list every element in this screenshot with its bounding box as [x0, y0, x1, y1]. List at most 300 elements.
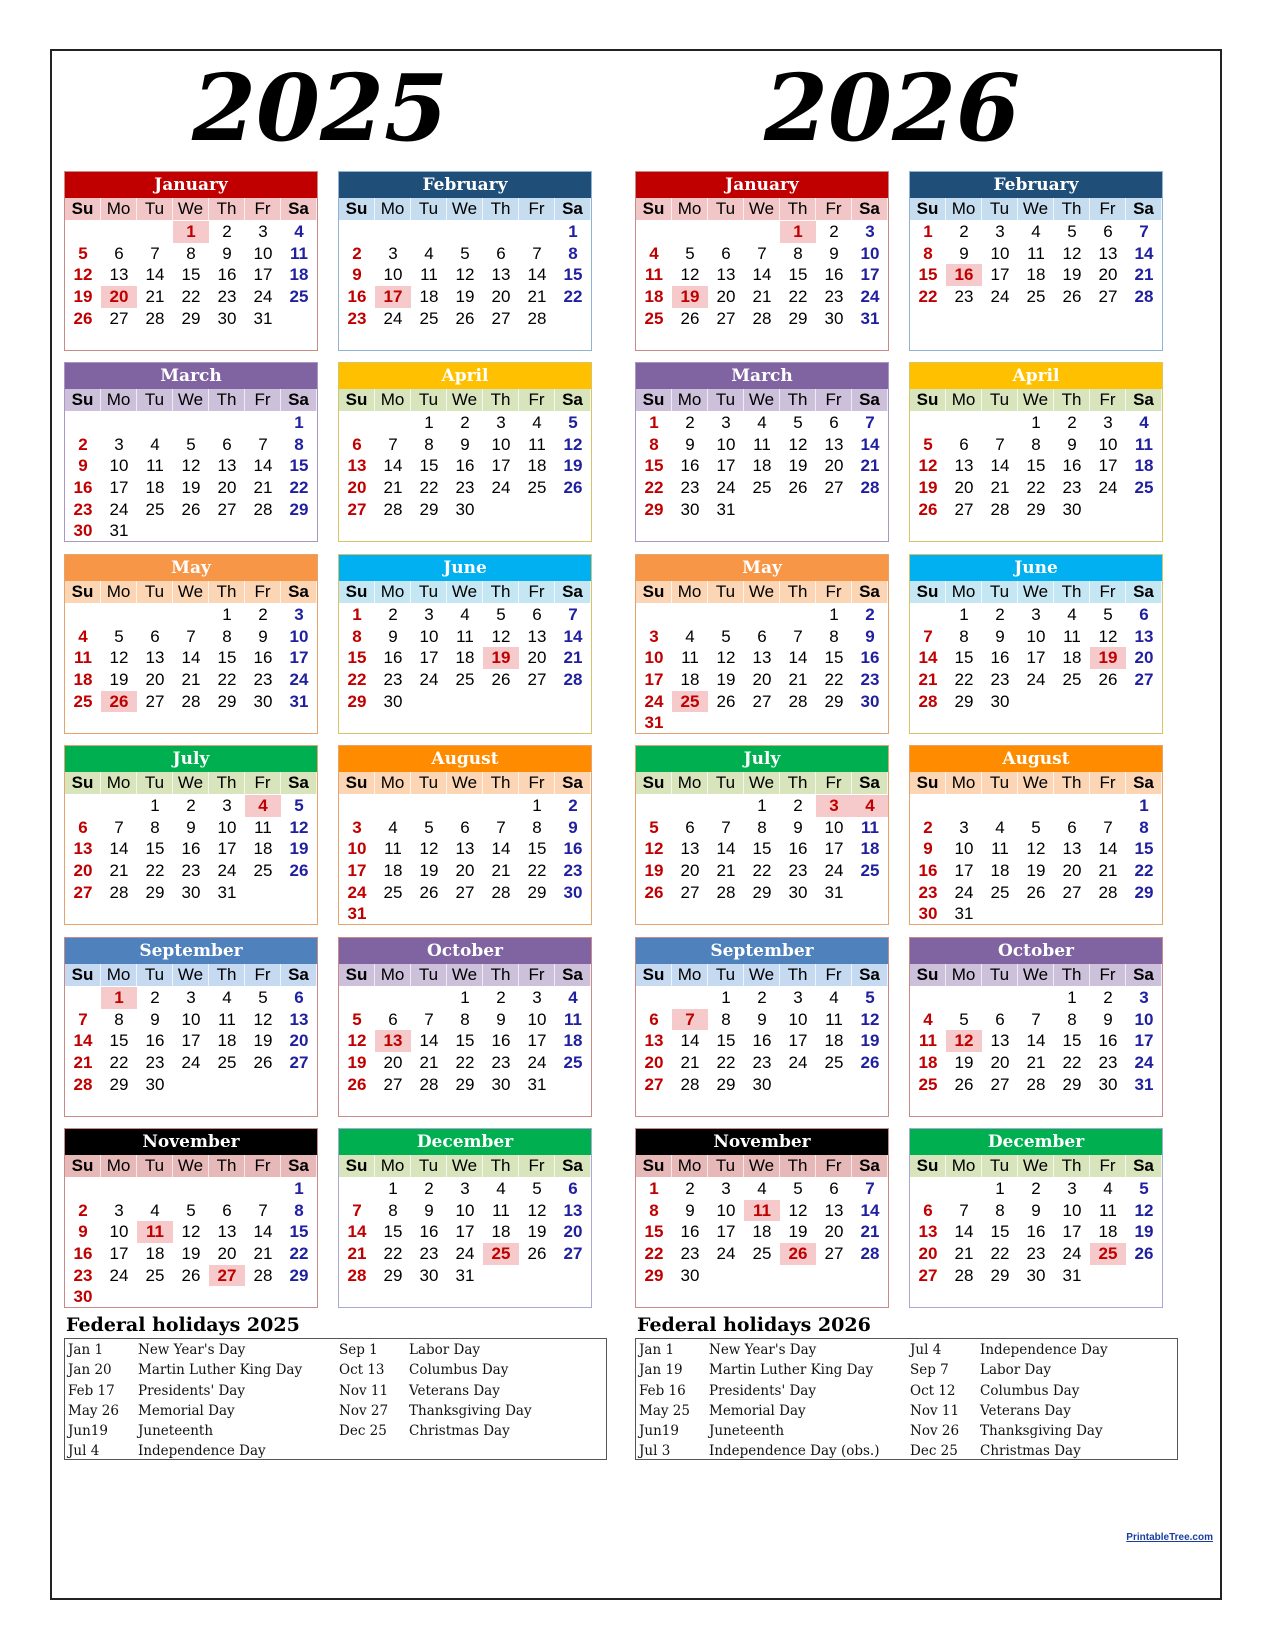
month-october-2026 — [909, 937, 1163, 1117]
day-cell: 15 — [1062, 1031, 1082, 1051]
day-cell: 23 — [73, 499, 93, 519]
day-cell: 29 — [990, 1265, 1010, 1285]
day-cell: 17 — [289, 648, 309, 668]
day-cell: 1 — [649, 413, 659, 432]
day-cell: 14 — [752, 265, 772, 285]
day-grid — [339, 603, 591, 712]
day-cell: 6 — [995, 1009, 1005, 1029]
month-header: January — [65, 172, 317, 198]
day-cell: 28 — [954, 1265, 974, 1285]
day-cell: 3 — [532, 988, 542, 1007]
day-cell: 20 — [918, 1244, 938, 1264]
day-cell: 5 — [1067, 222, 1077, 241]
month-july-2025 — [64, 745, 318, 925]
holiday-day: 12 — [946, 1030, 982, 1052]
day-cell: 17 — [491, 456, 511, 476]
day-cell: 4 — [757, 413, 767, 432]
empty-cell — [1018, 987, 1054, 1009]
day-cell: 1 — [568, 222, 578, 241]
day-cell: 10 — [289, 626, 309, 646]
weekday-label: Sa — [852, 581, 888, 603]
weekday-label: Fr — [519, 581, 555, 603]
day-cell: 23 — [347, 308, 367, 328]
day-cell: 19 — [860, 1031, 880, 1051]
weekday-label: Sa — [281, 198, 317, 220]
day-cell: 24 — [419, 670, 439, 690]
weekday-label: Th — [209, 198, 245, 220]
weekday-label: Sa — [852, 1155, 888, 1177]
weekday-header — [910, 964, 1162, 986]
day-cell: 8 — [150, 817, 160, 837]
day-cell: 4 — [150, 1200, 160, 1220]
day-cell: 31 — [860, 308, 880, 328]
empty-cell — [636, 221, 672, 243]
day-cell: 5 — [258, 988, 268, 1007]
day-cell: 27 — [563, 1244, 583, 1264]
day-grid — [636, 794, 888, 903]
weekday-label: We — [1018, 964, 1054, 986]
day-cell: 15 — [954, 648, 974, 668]
day-cell: 8 — [294, 1200, 304, 1220]
day-grid — [65, 986, 317, 1095]
weekday-label: Mo — [946, 389, 982, 411]
day-cell: 13 — [644, 1031, 664, 1051]
weekday-label: Mo — [375, 772, 411, 794]
day-cell: 18 — [289, 265, 309, 285]
day-cell: 12 — [918, 456, 938, 476]
day-cell: 7 — [923, 626, 933, 646]
day-cell: 28 — [752, 308, 772, 328]
day-cell: 13 — [918, 1222, 938, 1242]
empty-cell — [447, 795, 483, 817]
weekday-label: Tu — [708, 1155, 744, 1177]
day-cell: 6 — [959, 434, 969, 454]
day-cell: 17 — [109, 478, 129, 498]
empty-cell — [708, 795, 744, 817]
holiday-day: 19 — [672, 286, 708, 308]
day-cell: 27 — [990, 1074, 1010, 1094]
day-cell: 22 — [347, 670, 367, 690]
empty-cell — [101, 604, 137, 626]
day-cell: 21 — [752, 287, 772, 307]
month-header: March — [65, 363, 317, 389]
day-cell: 9 — [222, 243, 232, 263]
day-cell: 4 — [1031, 222, 1041, 241]
day-cell: 13 — [527, 626, 547, 646]
day-cell: 3 — [294, 605, 304, 624]
empty-cell — [209, 412, 245, 434]
day-cell: 30 — [253, 691, 273, 711]
day-cell: 12 — [347, 1031, 367, 1051]
day-cell: 7 — [1031, 1009, 1041, 1029]
day-cell: 24 — [990, 287, 1010, 307]
day-cell: 16 — [860, 648, 880, 668]
day-cell: 22 — [1026, 478, 1046, 498]
day-cell: 28 — [527, 308, 547, 328]
day-cell: 17 — [1062, 1222, 1082, 1242]
holiday-name: Columbus Day — [980, 1382, 1080, 1399]
day-grid — [339, 986, 591, 1095]
day-cell: 5 — [793, 413, 803, 432]
day-cell: 6 — [114, 243, 124, 263]
day-cell: 27 — [145, 691, 165, 711]
day-cell: 11 — [1099, 1200, 1117, 1220]
holiday-day: 7 — [672, 1009, 708, 1031]
weekday-label: Tu — [708, 581, 744, 603]
day-cell: 27 — [455, 882, 475, 902]
weekday-label: Mo — [672, 772, 708, 794]
day-cell: 5 — [186, 434, 196, 454]
day-cell: 21 — [716, 861, 736, 881]
day-cell: 25 — [455, 670, 475, 690]
day-cell: 18 — [1134, 456, 1154, 476]
month-header: January — [636, 172, 888, 198]
day-cell: 6 — [1067, 817, 1077, 837]
credit-link[interactable]: PrintableTree.com — [1126, 1532, 1213, 1543]
day-cell: 23 — [1062, 478, 1082, 498]
day-cell: 24 — [1098, 478, 1118, 498]
weekday-label: We — [744, 389, 780, 411]
day-cell: 21 — [954, 1244, 974, 1264]
holiday-name: Memorial Day — [709, 1402, 806, 1419]
day-cell: 2 — [1031, 1179, 1041, 1198]
day-cell: 13 — [217, 456, 237, 476]
weekday-label: We — [447, 1155, 483, 1177]
day-cell: 4 — [923, 1009, 933, 1029]
day-cell: 9 — [78, 1222, 88, 1242]
day-cell: 7 — [757, 243, 767, 263]
day-cell: 10 — [716, 1200, 736, 1220]
weekday-label: Mo — [375, 581, 411, 603]
day-cell: 11 — [384, 839, 402, 859]
day-cell: 23 — [217, 287, 237, 307]
day-cell: 14 — [419, 1031, 439, 1051]
day-cell: 28 — [716, 882, 736, 902]
weekday-label: Sa — [281, 581, 317, 603]
weekday-label: Th — [483, 198, 519, 220]
day-cell: 8 — [1067, 1009, 1077, 1029]
weekday-label: Fr — [519, 389, 555, 411]
day-cell: 29 — [752, 882, 772, 902]
weekday-label: Fr — [816, 389, 852, 411]
year-title-2026: 2026 — [763, 54, 1021, 162]
day-cell: 5 — [793, 1179, 803, 1198]
weekday-label: Su — [636, 198, 672, 220]
day-cell: 20 — [954, 478, 974, 498]
day-cell: 25 — [73, 691, 93, 711]
weekday-header — [65, 198, 317, 220]
day-cell: 6 — [78, 817, 88, 837]
day-cell: 20 — [1062, 861, 1082, 881]
holiday-name: Independence Day — [138, 1443, 266, 1460]
holiday-day: 26 — [101, 691, 137, 713]
day-cell: 19 — [347, 1053, 367, 1073]
weekday-label: Tu — [411, 772, 447, 794]
day-cell: 12 — [73, 265, 93, 285]
day-cell: 16 — [383, 648, 403, 668]
day-cell: 30 — [419, 1265, 439, 1285]
empty-cell — [910, 412, 946, 434]
day-cell: 8 — [995, 1200, 1005, 1220]
weekday-header — [636, 198, 888, 220]
day-cell: 10 — [347, 839, 367, 859]
day-cell: 16 — [73, 1244, 93, 1264]
day-cell: 4 — [532, 413, 542, 432]
holiday-date: Jan 1 — [68, 1342, 104, 1358]
day-cell: 2 — [222, 222, 232, 241]
day-cell: 5 — [78, 243, 88, 263]
day-cell: 31 — [527, 1074, 547, 1094]
day-cell: 6 — [496, 243, 506, 263]
day-cell: 20 — [289, 1031, 309, 1051]
weekday-label: We — [744, 198, 780, 220]
weekday-label: Su — [65, 964, 101, 986]
weekday-label: We — [173, 964, 209, 986]
day-cell: 28 — [563, 670, 583, 690]
holiday-row — [636, 1381, 879, 1401]
empty-cell — [672, 604, 708, 626]
day-cell: 5 — [959, 1009, 969, 1029]
day-cell: 24 — [109, 1265, 129, 1285]
weekday-header — [339, 964, 591, 986]
weekday-label: Tu — [137, 964, 173, 986]
weekday-label: Su — [636, 581, 672, 603]
weekday-label: Mo — [672, 389, 708, 411]
day-cell: 29 — [289, 1265, 309, 1285]
weekday-label: Mo — [946, 772, 982, 794]
weekday-label: Mo — [101, 964, 137, 986]
day-cell: 6 — [532, 605, 542, 624]
day-cell: 15 — [455, 1031, 475, 1051]
holiday-name: Presidents' Day — [138, 1382, 245, 1399]
weekday-label: Fr — [519, 1155, 555, 1177]
day-cell: 16 — [918, 861, 938, 881]
weekday-label: Mo — [946, 1155, 982, 1177]
empty-cell — [636, 987, 672, 1009]
day-cell: 9 — [757, 1009, 767, 1029]
empty-cell — [375, 795, 411, 817]
day-cell: 3 — [388, 243, 398, 263]
day-cell: 3 — [721, 413, 731, 432]
weekday-label: Sa — [555, 581, 591, 603]
day-cell: 28 — [109, 882, 129, 902]
holiday-row — [65, 1421, 302, 1441]
day-cell: 28 — [860, 478, 880, 498]
day-cell: 3 — [995, 222, 1005, 241]
month-header: December — [910, 1129, 1162, 1155]
day-cell: 16 — [253, 648, 273, 668]
weekday-label: We — [744, 1155, 780, 1177]
day-cell: 9 — [78, 456, 88, 476]
weekday-label: We — [447, 389, 483, 411]
weekday-label: Sa — [555, 1155, 591, 1177]
day-cell: 15 — [824, 648, 844, 668]
day-cell: 23 — [563, 861, 583, 881]
weekday-label: Th — [483, 964, 519, 986]
empty-cell — [672, 987, 708, 1009]
holiday-row — [636, 1401, 879, 1421]
day-cell: 26 — [1026, 882, 1046, 902]
day-cell: 3 — [114, 1200, 124, 1220]
weekday-label: Tu — [137, 772, 173, 794]
day-cell: 30 — [73, 521, 93, 541]
day-cell: 26 — [181, 1265, 201, 1285]
day-cell: 14 — [491, 839, 511, 859]
month-april-2026 — [909, 362, 1163, 542]
day-cell: 9 — [865, 626, 875, 646]
day-cell: 3 — [424, 605, 434, 624]
day-cell: 26 — [73, 308, 93, 328]
weekday-label: We — [1018, 1155, 1054, 1177]
day-cell: 8 — [721, 1009, 731, 1029]
empty-cell — [245, 1178, 281, 1200]
day-cell: 29 — [181, 308, 201, 328]
holiday-date: May 26 — [68, 1402, 119, 1419]
day-cell: 1 — [829, 605, 839, 624]
day-cell: 18 — [145, 1244, 165, 1264]
day-cell: 8 — [829, 626, 839, 646]
month-header: July — [636, 746, 888, 772]
day-cell: 9 — [352, 265, 362, 285]
weekday-label: Th — [1054, 198, 1090, 220]
weekday-label: Sa — [555, 772, 591, 794]
day-cell: 5 — [1031, 817, 1041, 837]
weekday-label: Fr — [519, 198, 555, 220]
day-cell: 11 — [825, 1009, 843, 1029]
holiday-date: Nov 11 — [339, 1382, 389, 1399]
weekday-label: Tu — [411, 1155, 447, 1177]
weekday-label: Sa — [281, 964, 317, 986]
day-cell: 2 — [757, 988, 767, 1007]
day-cell: 8 — [352, 626, 362, 646]
day-cell: 21 — [145, 287, 165, 307]
empty-cell — [708, 221, 744, 243]
day-cell: 31 — [1062, 1265, 1082, 1285]
day-grid — [339, 794, 591, 925]
day-cell: 23 — [253, 670, 273, 690]
empty-cell — [339, 1178, 375, 1200]
empty-cell — [65, 987, 101, 1009]
day-cell: 7 — [959, 1200, 969, 1220]
day-cell: 6 — [1139, 605, 1149, 624]
day-cell: 25 — [145, 499, 165, 519]
holiday-column — [336, 1340, 532, 1441]
holiday-date: Jan 1 — [639, 1342, 675, 1358]
day-grid — [910, 794, 1162, 925]
day-cell: 13 — [217, 1222, 237, 1242]
day-cell: 17 — [1026, 648, 1046, 668]
weekday-label: Su — [636, 772, 672, 794]
empty-cell — [1054, 795, 1090, 817]
day-cell: 2 — [865, 605, 875, 624]
day-cell: 13 — [1098, 243, 1118, 263]
day-cell: 26 — [860, 1053, 880, 1073]
day-cell: 20 — [563, 1222, 583, 1242]
holiday-row — [336, 1340, 532, 1360]
day-cell: 8 — [294, 434, 304, 454]
day-cell: 11 — [753, 434, 771, 454]
empty-cell — [483, 795, 519, 817]
empty-cell — [982, 987, 1018, 1009]
month-header: September — [636, 938, 888, 964]
holiday-row — [636, 1421, 879, 1441]
holiday-day: 1 — [780, 221, 816, 243]
day-cell: 29 — [1026, 499, 1046, 519]
weekday-label: We — [1018, 581, 1054, 603]
holiday-row — [907, 1381, 1108, 1401]
day-cell: 23 — [419, 1244, 439, 1264]
day-cell: 7 — [114, 817, 124, 837]
day-cell: 12 — [253, 1009, 273, 1029]
holiday-date: Jan 20 — [68, 1362, 112, 1379]
holiday-row — [907, 1401, 1108, 1421]
day-cell: 23 — [824, 287, 844, 307]
month-february-2025 — [338, 171, 592, 351]
day-cell: 20 — [347, 478, 367, 498]
day-cell: 19 — [1062, 265, 1082, 285]
holiday-row — [336, 1401, 532, 1421]
empty-cell — [744, 221, 780, 243]
day-cell: 22 — [788, 287, 808, 307]
empty-cell — [982, 412, 1018, 434]
day-cell: 13 — [109, 265, 129, 285]
day-cell: 30 — [145, 1074, 165, 1094]
day-cell: 11 — [861, 817, 879, 837]
day-cell: 12 — [644, 839, 664, 859]
day-cell: 22 — [644, 478, 664, 498]
day-cell: 21 — [491, 861, 511, 881]
day-cell: 15 — [145, 839, 165, 859]
day-cell: 24 — [527, 1053, 547, 1073]
weekday-label: Th — [1054, 389, 1090, 411]
day-cell: 22 — [990, 1244, 1010, 1264]
day-cell: 1 — [1067, 988, 1077, 1007]
day-cell: 10 — [527, 1009, 547, 1029]
holiday-day: 16 — [946, 264, 982, 286]
day-cell: 18 — [990, 861, 1010, 881]
weekday-label: Th — [780, 964, 816, 986]
day-cell: 24 — [824, 861, 844, 881]
weekday-label: Mo — [375, 198, 411, 220]
empty-cell — [982, 795, 1018, 817]
holiday-date: Feb 17 — [68, 1382, 115, 1399]
day-cell: 25 — [918, 1074, 938, 1094]
weekday-label: Sa — [281, 772, 317, 794]
day-cell: 26 — [918, 499, 938, 519]
weekday-label: Tu — [411, 198, 447, 220]
day-cell: 10 — [253, 243, 273, 263]
day-cell: 21 — [860, 456, 880, 476]
day-cell: 10 — [217, 817, 237, 837]
weekday-label: Fr — [1090, 1155, 1126, 1177]
month-april-2025 — [338, 362, 592, 542]
day-cell: 17 — [716, 1222, 736, 1242]
day-cell: 2 — [829, 222, 839, 241]
weekday-label: Sa — [555, 198, 591, 220]
day-cell: 26 — [1062, 287, 1082, 307]
weekday-header — [339, 198, 591, 220]
weekday-header — [339, 1155, 591, 1177]
day-cell: 11 — [564, 1009, 582, 1029]
holiday-row — [907, 1340, 1108, 1360]
day-cell: 3 — [460, 1179, 470, 1198]
day-cell: 10 — [491, 434, 511, 454]
day-cell: 9 — [388, 626, 398, 646]
day-cell: 13 — [1062, 839, 1082, 859]
day-cell: 14 — [1098, 839, 1118, 859]
day-cell: 7 — [568, 605, 578, 624]
weekday-label: Su — [339, 772, 375, 794]
